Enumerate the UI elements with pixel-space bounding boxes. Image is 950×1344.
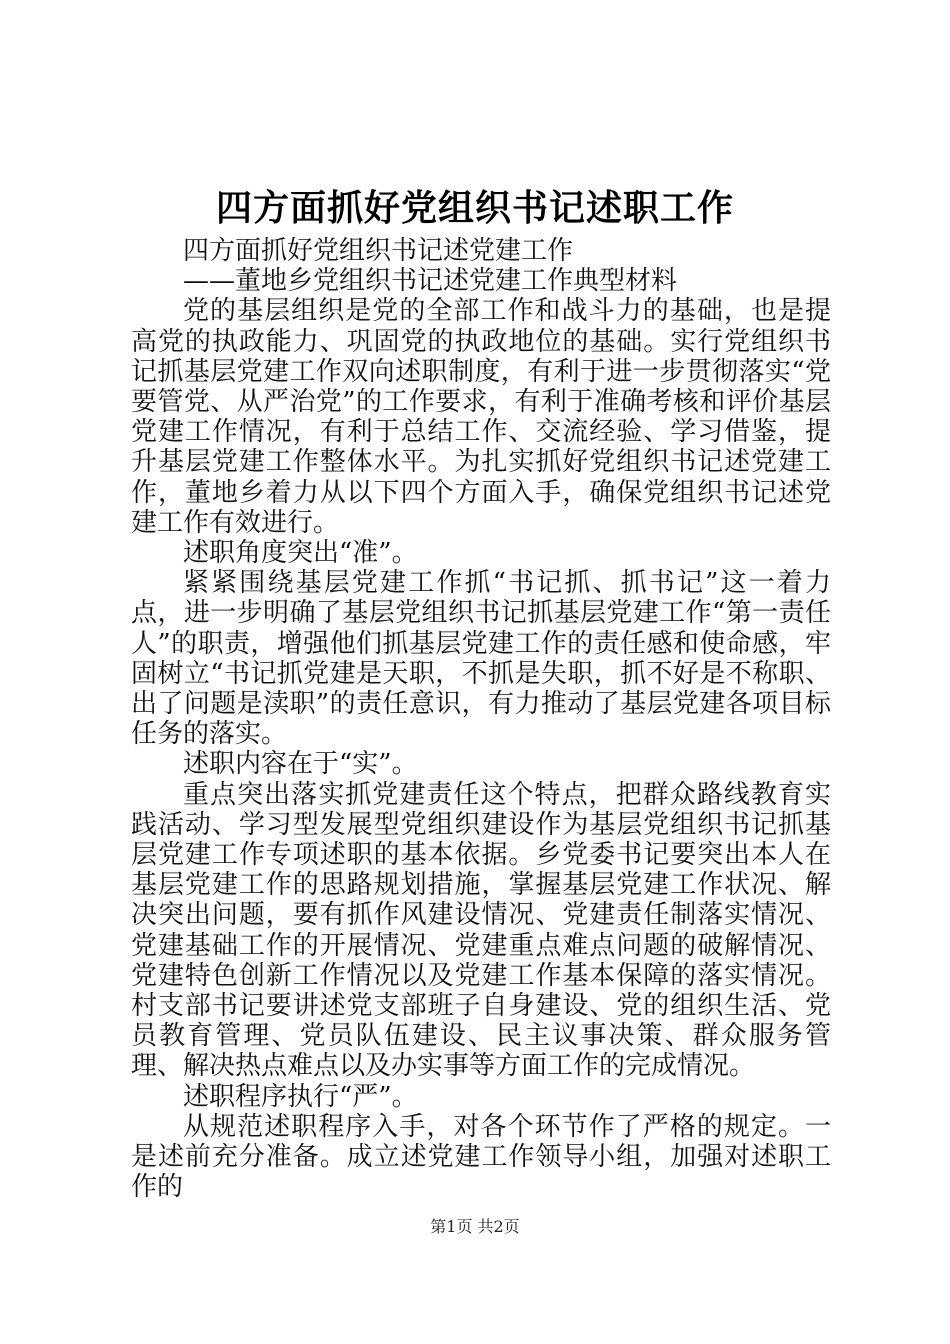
subtitle-line: 四方面抓好党组织书记述党建工作 <box>183 236 574 266</box>
body-paragraph: 党的基层组织是党的全部工作和战斗力的基础，也是提高党的执政能力、巩固党的执政地位的基础。实行党组织书记抓基层党建工作双向述职制度，有利于进一步贯彻落实“党要管党、从严治党”的工作要求，有利于准确考核和评价基层党建工作情况，有利于总结工作、交流经验、学习借鉴，提升基层党建工作整体水平。为扎实抓好党组织书记述党建工作，董地乡着力从以下四个方面入手，确保党组织书记述党建工作有效进行。 <box>131 296 831 538</box>
section-heading: 述职内容在于“实”。 <box>183 749 418 780</box>
document-body <box>131 236 831 1203</box>
section-heading: 述职角度突出“准”。 <box>183 538 418 569</box>
body-paragraph: 重点突出落实抓党建责任这个特点，把群众路线教育实践活动、学习型发展型党组织建设作为基层党组织书记抓基层党建工作专项述职的基本依据。乡党委书记要突出本人在基层党建工作的思路规划措施，掌握基层党建工作状况、解决突出问题，要有抓作风建设情况、党建责任制落实情况、党建基础工作的开展情况、党建重点难点问题的破解情况、党建特色创新工作情况以及党建工作基本保障的落实情况。村支部书记要讲述党支部班子自身建设、党的组织生活、党员教育管理、党员队伍建设、民主议事决策、群众服务管理、解决热点难点以及办实事等方面工作的完成情况。 <box>131 779 831 1082</box>
body-paragraph: 紧紧围绕基层党建工作抓“书记抓、抓书记”这一着力点，进一步明确了基层党组织书记抓基层党建工作“第一责任人”的职责，增强他们抓基层党建工作的责任感和使命感，牢固树立“书记抓党建是天职，不抓是失职，抓不好是不称职、出了问题是渎职”的责任意识，有力推动了基层党建各项目标任务的落实。 <box>131 568 831 750</box>
body-paragraph: 从规范述职程序入手，对各个环节作了严格的规定。一是述前充分准备。成立述党建工作领导小组，加强对述职工作的 <box>131 1111 831 1203</box>
section-heading: 述职程序执行“严”。 <box>183 1081 418 1112</box>
page-number-footer: 第1页 共2页 <box>430 1217 520 1236</box>
document-title: 四方面抓好党组织书记述职工作 <box>215 187 734 229</box>
source-line: ——董地乡党组织书记述党建工作典型材料 <box>183 266 678 297</box>
